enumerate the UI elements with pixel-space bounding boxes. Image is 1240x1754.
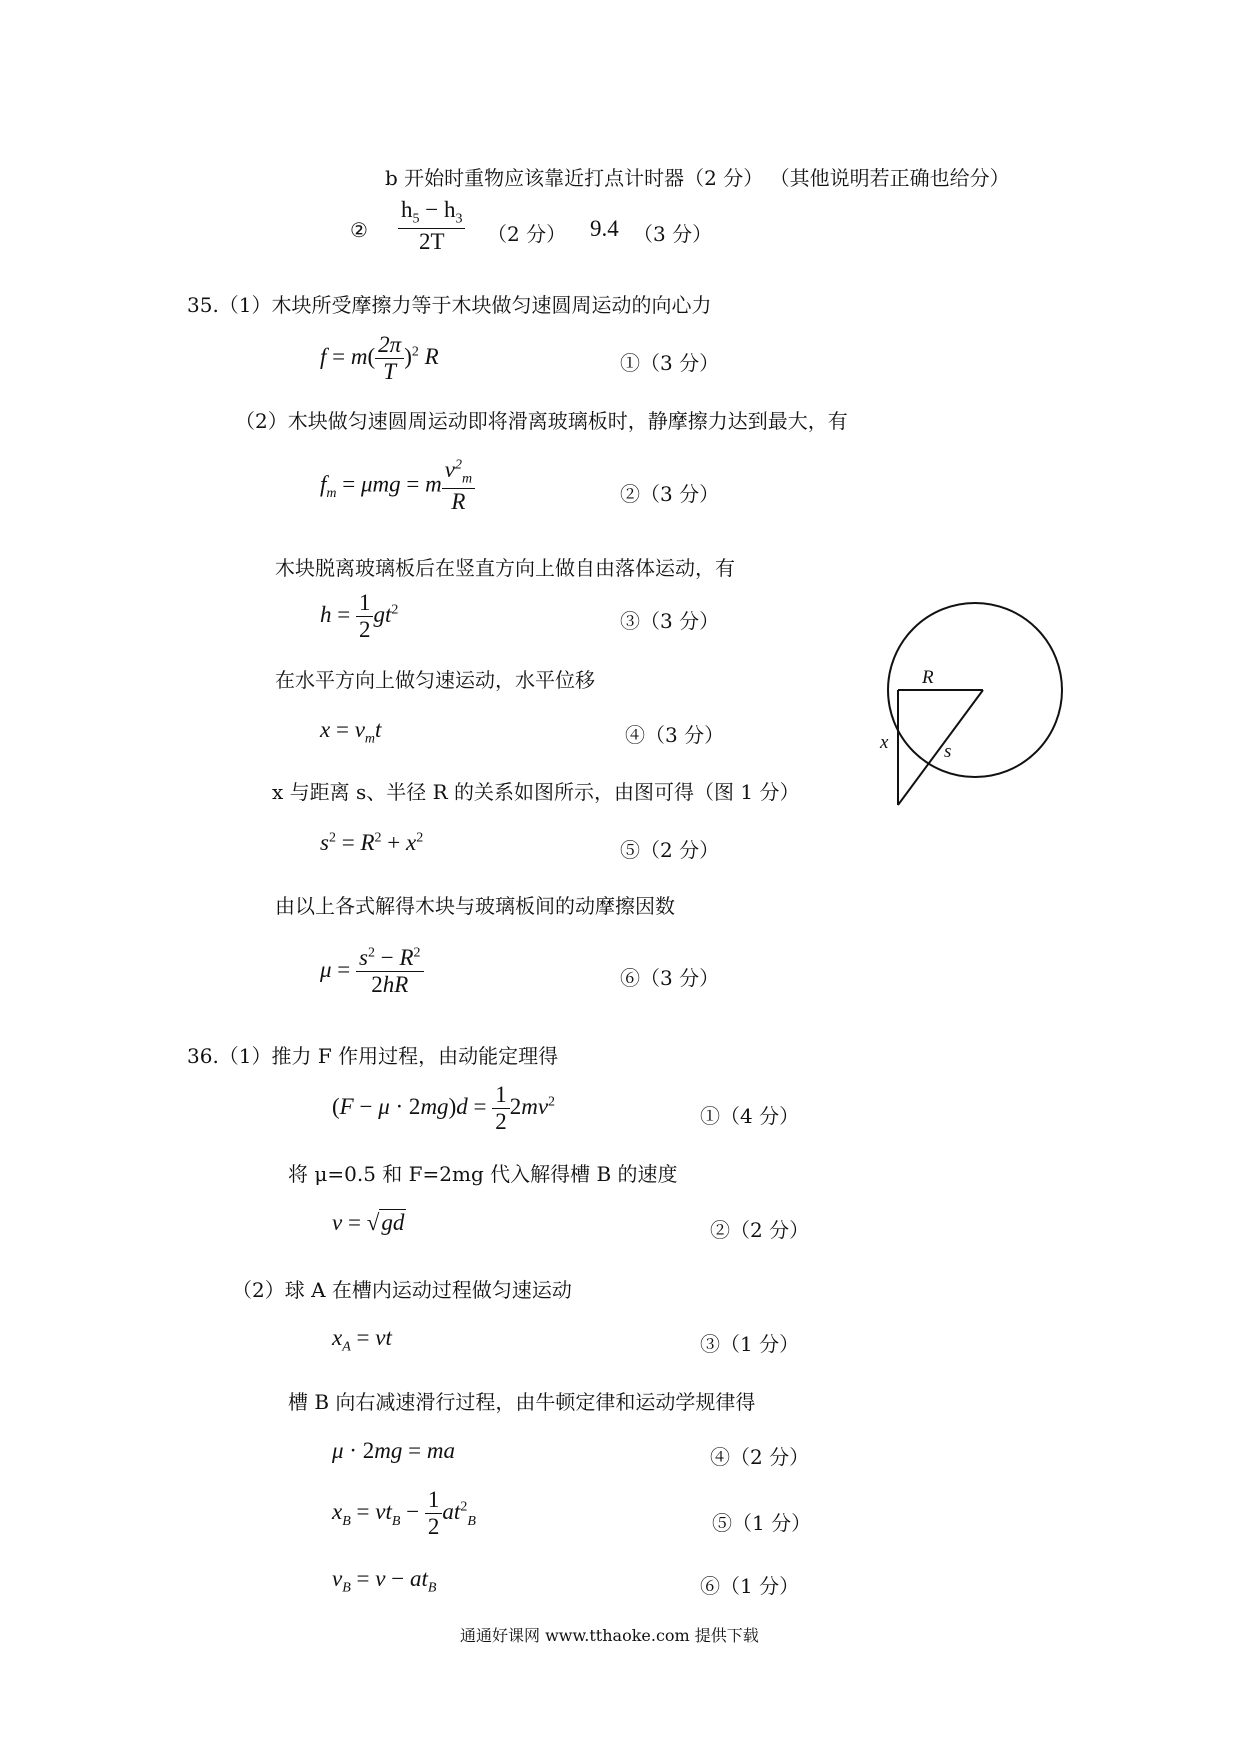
score-35-6: ⑥（3 分） — [620, 966, 720, 990]
answer-line-b: b 开始时重物应该靠近打点计时器（2 分） （其他说明若正确也给分） — [385, 166, 1010, 190]
label-x: x — [880, 732, 889, 753]
q36-part2-text: 将 μ=0.5 和 F=2mg 代入解得槽 B 的速度 — [288, 1162, 678, 1186]
formula-36-4: μ · 2mg = ma — [332, 1438, 455, 1463]
page-footer: 通通好课网 www.tthaoke.com 提供下载 — [460, 1626, 759, 1645]
formula-35-5: $s^2 = R^2 + x^2$ — [320, 830, 424, 855]
score-36-3: ③（1 分） — [700, 1332, 800, 1356]
formula-35-2: $f_m = \mu mg = m$ $\frac{v^2_m}{R}$ — [320, 457, 475, 515]
score-36-6: ⑥（1 分） — [700, 1574, 800, 1598]
score-36-2: ②（2 分） — [710, 1218, 810, 1242]
q35-part4-text: 在水平方向上做匀速运动，水平位移 — [275, 668, 595, 692]
formula-35-4: $x = v_mt$ — [320, 717, 382, 747]
score-35-1: ①（3 分） — [620, 351, 720, 375]
score-2-2: （3 分） — [633, 222, 713, 246]
score-36-5: ⑤（1 分） — [712, 1511, 812, 1535]
score-35-4: ④（3 分） — [625, 723, 725, 747]
value-9-4: 9.4 — [590, 216, 619, 241]
label-s: s — [944, 741, 952, 762]
answer-line-2-label: ② — [350, 218, 368, 242]
q35-part5-text: x 与距离 s、半径 R 的关系如图所示，由图可得（图 1 分） — [272, 780, 800, 804]
q35-part1-text: 35.（1）木块所受摩擦力等于木块做匀速圆周运动的向心力 — [187, 293, 712, 317]
circle-geometry-figure — [870, 595, 1070, 815]
formula-36-3: $x_A$ = vt — [332, 1325, 392, 1355]
formula-h5-h3: $\frac{h_5 - h_3}{2T}$ — [398, 197, 465, 255]
score-36-1: ①（4 分） — [700, 1104, 800, 1128]
label-R: R — [922, 667, 934, 688]
score-2-1: （2 分） — [487, 222, 567, 246]
score-35-3: ③（3 分） — [620, 609, 720, 633]
q36-part4-text: 槽 B 向右减速滑行过程，由牛顿定律和运动学规律得 — [288, 1390, 756, 1414]
formula-36-1: (F − μ · 2mg)d = $\frac{1}{2}$ $2mv^2$ — [332, 1082, 556, 1135]
formula-36-6: $v_B = v - at_B$ — [332, 1566, 437, 1596]
formula-35-3: h = $\frac{1}{2}$ $gt^2$ — [320, 590, 399, 643]
formula-36-2: v = √gd — [332, 1210, 405, 1235]
score-35-2: ②（3 分） — [620, 482, 720, 506]
formula-35-1: f = m( $\frac{2\pi}{T}$ )$^2$ R — [320, 332, 439, 385]
score-35-5: ⑤（2 分） — [620, 838, 720, 862]
formula-35-6: μ = $\frac{s^2 - R^2}{2hR}$ — [320, 945, 424, 999]
q35-part6-text: 由以上各式解得木块与玻璃板间的动摩擦因数 — [275, 894, 675, 918]
q35-part3-text: 木块脱离玻璃板后在竖直方向上做自由落体运动，有 — [275, 556, 735, 580]
formula-36-5: $x_B = vt_B$ − $\frac{1}{2}$ $at^2_B$ — [332, 1487, 476, 1540]
q35-part2-text: （2）木块做匀速圆周运动即将滑离玻璃板时，静摩擦力达到最大，有 — [235, 409, 848, 433]
score-36-4: ④（2 分） — [710, 1445, 810, 1469]
q36-part1-text: 36.（1）推力 F 作用过程，由动能定理得 — [187, 1044, 559, 1068]
q36-part3-text: （2）球 A 在槽内运动过程做匀速运动 — [232, 1278, 572, 1302]
